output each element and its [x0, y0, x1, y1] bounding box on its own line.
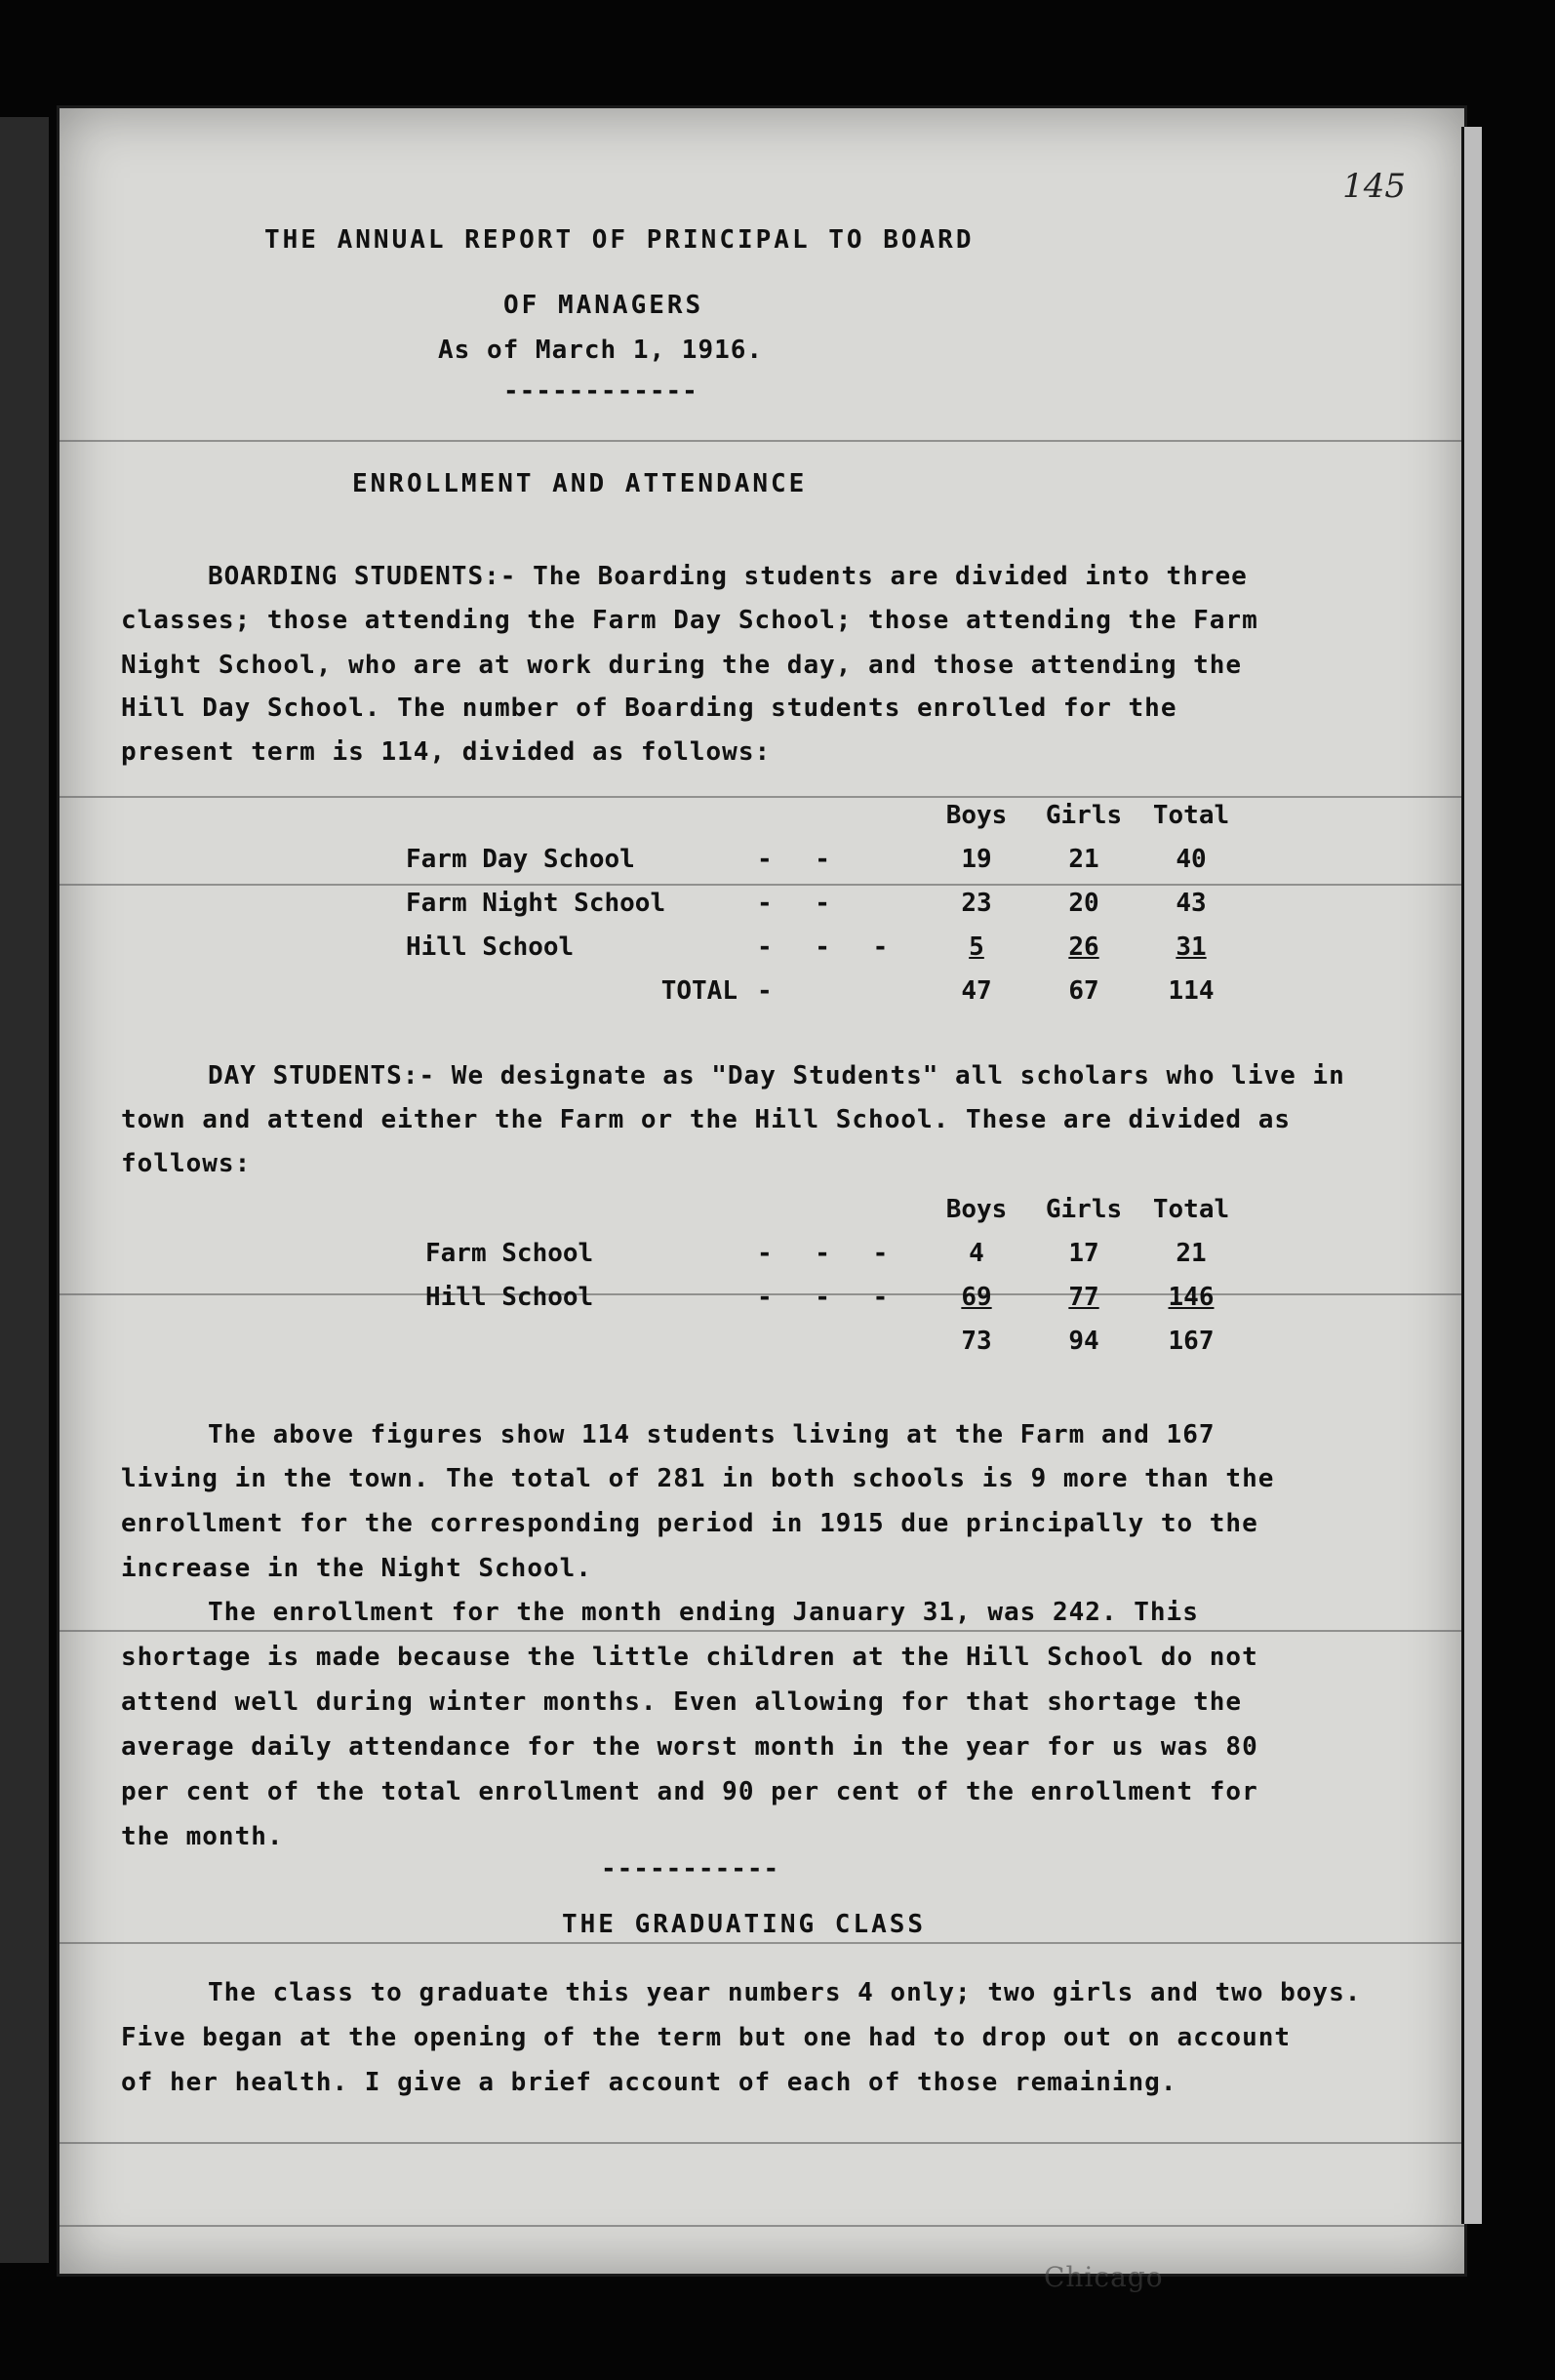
graduating-para-line: Five began at the opening of the term but one had to drop out on account: [121, 2023, 1292, 2052]
section-rule: -----------: [601, 1854, 780, 1884]
table-header-row: [406, 1187, 1245, 1231]
day-students-table: [406, 1187, 1245, 1363]
column-header-boys: Boys: [945, 800, 1008, 830]
cell-girls: 77: [1068, 1282, 1099, 1312]
table-row: [406, 881, 1245, 925]
cell-boys: 19: [961, 844, 992, 874]
boarding-para-line: Night School, who are at work during the day, and those attending the: [121, 651, 1243, 680]
cell-total: 167: [1168, 1326, 1215, 1356]
row-label: Farm Night School: [406, 888, 666, 918]
table-row: [406, 1231, 1245, 1275]
day-para-line: DAY STUDENTS:- We designate as "Day Students" all scholars who live in: [208, 1061, 1345, 1091]
summary-para-line: The above figures show 114 students living at the Farm and 167: [208, 1420, 1216, 1449]
row-dashes: - - -: [757, 1282, 902, 1312]
column-header-girls: Girls: [1045, 1194, 1123, 1224]
row-dashes: - -: [757, 888, 844, 918]
day-para-line: follows:: [121, 1149, 252, 1178]
row-dashes: -: [757, 975, 786, 1006]
column-header-total: Total: [1152, 800, 1230, 830]
table-row: [406, 837, 1245, 881]
boarding-para-line: BOARDING STUDENTS:- The Boarding students are divided into three: [208, 562, 1248, 591]
table-total-row: [406, 969, 1245, 1012]
report-title-line1: THE ANNUAL REPORT OF PRINCIPAL TO BOARD: [264, 225, 975, 255]
attendance-para-line: the month.: [121, 1822, 284, 1851]
row-dashes: - -: [757, 844, 844, 874]
attendance-para-line: The enrollment for the month ending January 31, was 242. This: [208, 1598, 1199, 1627]
cell-total: 43: [1176, 888, 1207, 918]
cell-girls: 20: [1068, 888, 1099, 918]
rule-line: [60, 1630, 1464, 1632]
row-dashes: [757, 1319, 923, 1363]
folio-number: 145: [1342, 167, 1406, 206]
table-row: [406, 1275, 1245, 1319]
column-header-boys: Boys: [945, 1194, 1008, 1224]
section-heading-enrollment: ENROLLMENT AND ATTENDANCE: [352, 469, 808, 498]
row-dashes: - - -: [757, 932, 902, 962]
section-heading-graduating: THE GRADUATING CLASS: [562, 1910, 927, 1939]
attendance-para-line: shortage is made because the little children at the Hill School do not: [121, 1643, 1258, 1672]
row-label: Hill School: [425, 1282, 594, 1312]
cell-total: 21: [1176, 1238, 1207, 1268]
table-total-row: [406, 1319, 1245, 1363]
cell-boys: 47: [961, 975, 992, 1006]
cell-girls: 94: [1068, 1326, 1099, 1356]
boarding-students-table: [406, 793, 1245, 1012]
cell-total: 40: [1176, 844, 1207, 874]
table-header-row: [406, 793, 1245, 837]
cell-boys: 69: [961, 1282, 992, 1312]
cell-girls: 17: [1068, 1238, 1099, 1268]
cell-boys: 4: [969, 1238, 984, 1268]
cell-total: 146: [1168, 1282, 1215, 1312]
report-title-line2: OF MANAGERS: [503, 291, 704, 320]
header-rule: ------------: [503, 377, 698, 406]
cell-girls: 21: [1068, 844, 1099, 874]
attendance-para-line: attend well during winter months. Even allowing for that shortage the: [121, 1687, 1243, 1717]
row-label: Farm Day School: [406, 844, 635, 874]
cell-boys: 73: [961, 1326, 992, 1356]
archive-stamp: Chicago: [1044, 2261, 1164, 2293]
row-dashes: - - -: [757, 1238, 902, 1268]
summary-para-line: enrollment for the corresponding period in 1915 due principally to the: [121, 1509, 1258, 1538]
boarding-para-line: Hill Day School. The number of Boarding students enrolled for the: [121, 694, 1177, 723]
boarding-para-line: classes; those attending the Farm Day School; those attending the Farm: [121, 606, 1258, 635]
row-label: Hill School: [406, 932, 575, 962]
rule-line: [60, 440, 1464, 442]
boarding-para-line: present term is 114, divided as follows:: [121, 737, 772, 767]
cell-girls: 26: [1068, 932, 1099, 962]
total-label: TOTAL: [660, 975, 738, 1006]
attendance-para-line: per cent of the total enrollment and 90 per cent of the enrollment for: [121, 1777, 1258, 1806]
summary-para-line: increase in the Night School.: [121, 1554, 592, 1583]
graduating-para-line: The class to graduate this year numbers 4 only; two girls and two boys.: [208, 1978, 1362, 2007]
graduating-para-line: of her health. I give a brief account of each of those remaining.: [121, 2068, 1177, 2097]
total-label: [406, 1319, 757, 1363]
cell-boys: 5: [969, 932, 984, 962]
cell-total: 114: [1168, 975, 1215, 1006]
page-edge: [1461, 127, 1482, 2224]
report-date: As of March 1, 1916.: [438, 336, 764, 365]
table-row: [406, 925, 1245, 969]
binding-edge: [0, 117, 49, 2263]
cell-total: 31: [1176, 932, 1207, 962]
cell-boys: 23: [961, 888, 992, 918]
attendance-para-line: average daily attendance for the worst month in the year for us was 80: [121, 1732, 1258, 1762]
document-page: [57, 105, 1467, 2277]
column-header-girls: Girls: [1045, 800, 1123, 830]
rule-line: [60, 2142, 1464, 2144]
summary-para-line: living in the town. The total of 281 in both schools is 9 more than the: [121, 1464, 1275, 1493]
cell-girls: 67: [1068, 975, 1099, 1006]
row-label: Farm School: [425, 1238, 594, 1268]
rule-line: [60, 1942, 1464, 1944]
column-header-total: Total: [1152, 1194, 1230, 1224]
day-para-line: town and attend either the Farm or the Hill School. These are divided as: [121, 1105, 1292, 1134]
rule-line: [60, 2225, 1464, 2227]
